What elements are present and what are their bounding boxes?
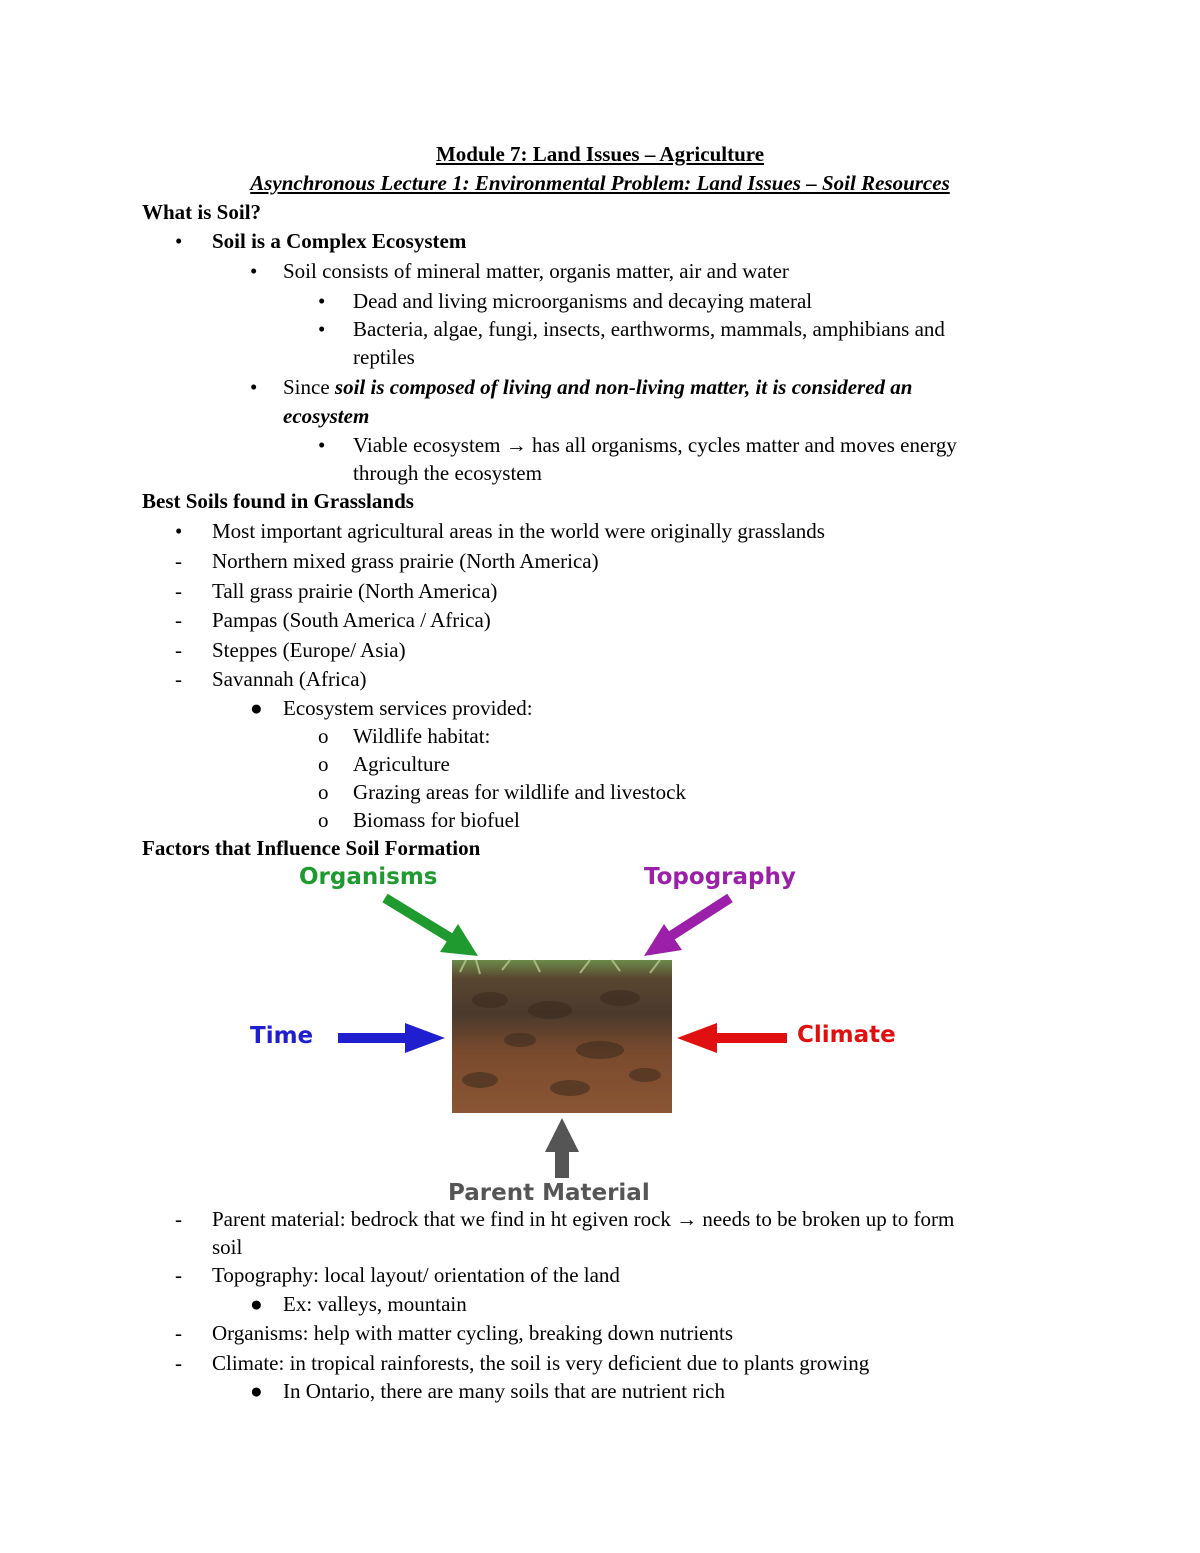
list-item-continuation: ecosystem	[283, 404, 370, 428]
list-item: Most important agricultural areas in the world were originally grasslands	[212, 519, 825, 543]
list-item: Northern mixed grass prairie (North America)	[212, 549, 599, 573]
topography-label: Topography	[644, 864, 796, 890]
list-item: Grazing areas for wildlife and livestock	[353, 780, 686, 804]
bullet-icon: •	[318, 317, 326, 341]
dash-icon: -	[175, 638, 182, 662]
list-item: Viable ecosystem → has all organisms, cycles matter and moves energy	[353, 433, 957, 457]
dash-icon: -	[175, 1207, 182, 1231]
dash-icon: -	[175, 579, 182, 603]
soil-formation-diagram	[240, 860, 940, 1210]
bullet-icon: •	[175, 229, 183, 253]
bullet-icon: ●	[250, 696, 263, 720]
list-item: Soil consists of mineral matter, organis matter, air and water	[283, 259, 789, 283]
bullet-icon: •	[175, 519, 183, 543]
list-item: Climate: in tropical rainforests, the soil is very deficient due to plants growing	[212, 1351, 870, 1375]
list-item: Organisms: help with matter cycling, breaking down nutrients	[212, 1321, 734, 1345]
time-arrow-icon	[338, 1023, 445, 1053]
section-heading-best-soils: Best Soils found in Grasslands	[142, 489, 414, 513]
dash-icon: -	[175, 1321, 182, 1345]
list-item-continuation: reptiles	[353, 345, 415, 369]
list-item: Dead and living microorganisms and decaying materal	[353, 289, 813, 313]
list-item: Pampas (South America / Africa)	[212, 608, 491, 632]
list-item: Steppes (Europe/ Asia)	[212, 638, 406, 662]
circle-bullet-icon: o	[318, 780, 329, 804]
list-item: Topography: local layout/ orientation of the land	[212, 1263, 620, 1287]
dash-icon: -	[175, 608, 182, 632]
circle-bullet-icon: o	[318, 724, 329, 748]
soil-profile-image	[452, 960, 672, 1113]
page-title: Module 7: Land Issues – Agriculture	[435, 142, 765, 166]
bullet-icon: •	[318, 289, 326, 313]
list-item-prefix: Since	[283, 375, 335, 399]
circle-bullet-icon: o	[318, 752, 329, 776]
dash-icon: -	[175, 549, 182, 573]
list-item: Bacteria, algae, fungi, insects, earthworms, mammals, amphibians and	[353, 317, 945, 341]
parent-material-arrow-icon	[545, 1118, 579, 1178]
bullet-icon: •	[250, 259, 258, 283]
dash-icon: -	[175, 1351, 182, 1375]
list-item: Wildlife habitat:	[353, 724, 491, 748]
organisms-arrow-icon	[385, 898, 478, 956]
bullet-icon: ●	[250, 1292, 263, 1316]
bullet-icon: ●	[250, 1379, 263, 1403]
list-item: In Ontario, there are many soils that are nutrient rich	[283, 1379, 726, 1403]
list-item: Soil is a Complex Ecosystem	[212, 229, 467, 253]
list-item: Savannah (Africa)	[212, 667, 367, 691]
page-subtitle: Asynchronous Lecture 1: Environmental Problem: Land Issues – Soil Resources	[250, 171, 950, 195]
list-item: Tall grass prairie (North America)	[212, 579, 498, 603]
list-item: Ecosystem services provided:	[283, 696, 533, 720]
section-heading-soil-formation: Factors that Influence Soil Formation	[142, 836, 481, 860]
list-item-continuation: through the ecosystem	[353, 461, 542, 485]
dash-icon: -	[175, 1263, 182, 1287]
bullet-icon: •	[318, 433, 326, 457]
climate-arrow-icon	[677, 1023, 787, 1053]
circle-bullet-icon: o	[318, 808, 329, 832]
list-item: Agriculture	[353, 752, 450, 776]
list-item	[283, 374, 912, 400]
parent-material-label: Parent Material	[448, 1180, 650, 1206]
climate-label: Climate	[797, 1022, 896, 1048]
list-item: Parent material: bedrock that we find in ht egiven rock → needs to be broken up to form	[212, 1207, 955, 1231]
emphasis-text: soil is composed of living and non-living matter, it is considered an	[334, 375, 913, 399]
list-item: Ex: valleys, mountain	[283, 1292, 467, 1316]
list-item: Biomass for biofuel	[353, 808, 520, 832]
list-item-continuation: soil	[212, 1235, 243, 1259]
bullet-icon: •	[250, 375, 258, 399]
section-heading-what-is-soil: What is Soil?	[142, 200, 262, 224]
topography-arrow-icon	[644, 898, 730, 956]
dash-icon: -	[175, 667, 182, 691]
organisms-label: Organisms	[299, 864, 438, 890]
time-label: Time	[250, 1023, 314, 1049]
